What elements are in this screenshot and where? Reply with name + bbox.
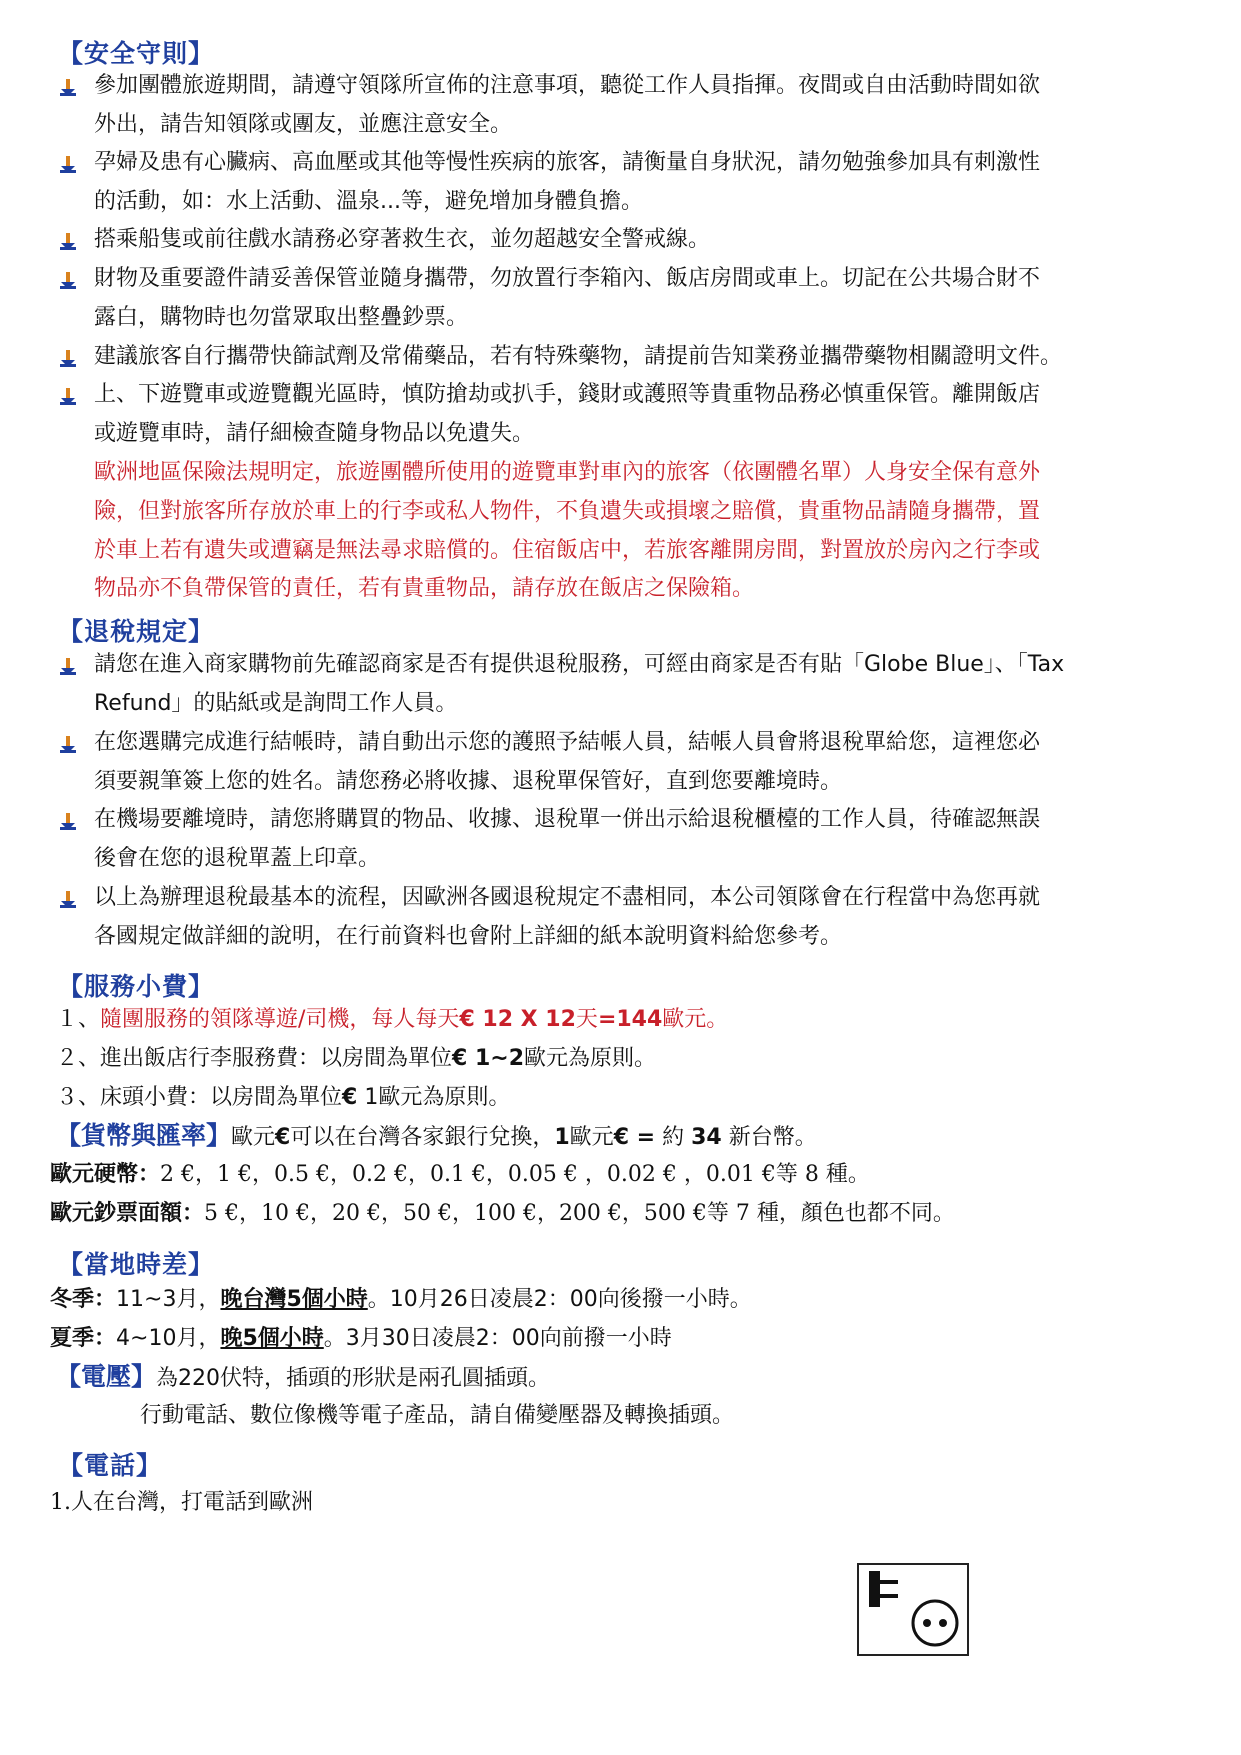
insurance-note-line-3: 於車上若有遺失或遭竊是無法尋求賠償的。住宿飯店中，若旅客離開房間，對置放於房內之行李或 [94, 538, 1041, 563]
currency-euro-equals: € = [613, 1125, 656, 1150]
bullet-icon [58, 657, 78, 677]
winter-months: 11~3月， [116, 1287, 221, 1312]
banknotes-line [50, 1199, 955, 1229]
tips-line-2 [56, 1044, 656, 1074]
currency-one: 1 [554, 1125, 570, 1150]
tips-line-2-text: 進出飯店行李服務費：以房間為單位 [100, 1046, 453, 1071]
tips-line-2-number: ２、 [56, 1046, 101, 1071]
bullet-icon [58, 349, 78, 369]
tax-item-1-line-1: 請您在進入商家購物前先確認商家是否有提供退稅服務，可經由商家是否有貼「Globe Blue」、「Tax [94, 652, 1065, 677]
tips-line-1 [56, 1005, 728, 1035]
safety-item-4-line-1: 財物及重要證件請妥善保管並隨身攜帶，勿放置行李箱內、飯店房間或車上。切記在公共場合財不 [94, 266, 1041, 291]
tips-line-3-euro: € [342, 1085, 358, 1110]
safety-item-6-line-2: 或遊覽車時，請仔細檢查隨身物品以免遺失。 [94, 421, 535, 446]
winter-offset: 晚台灣5個小時 [220, 1287, 368, 1312]
tips-line-1-number: １、 [56, 1007, 101, 1032]
summer-label: 夏季： [50, 1326, 117, 1351]
timezone-heading: 【當地時差】 [58, 1250, 215, 1279]
safety-item-1-line-1: 參加團體旅遊期間，請遵守領隊所宣佈的注意事項，聽從工作人員指揮。夜間或自由活動時間如欲 [94, 73, 1041, 98]
tips-line-1-days: 天 [575, 1007, 598, 1032]
phone-line-1: 1.人在台灣，打電話到歐洲 [50, 1490, 313, 1515]
insurance-note-line-1: 歐洲地區保險法規明定，旅遊團體所使用的遊覽車對車內的旅客（依團體名單）人身安全保有意外 [94, 460, 1041, 485]
currency-rate: 34 [691, 1125, 722, 1150]
bullet-icon [58, 890, 78, 910]
currency-euro-sign: € [275, 1125, 291, 1150]
tax-heading: 【退稅規定】 [58, 617, 215, 646]
bullet-icon [58, 155, 78, 175]
currency-about: 約 [655, 1125, 692, 1150]
tips-line-2-unit: 歐元為原則。 [524, 1046, 657, 1071]
safety-item-2-line-1: 孕婦及患有心臟病、高血壓或其他等慢性疾病的旅客，請衡量自身狀況，請勿勉強參加具有刺激性 [94, 150, 1041, 175]
tips-line-1-amount: € 12 X 12 [459, 1007, 576, 1032]
plug-socket-icon [859, 1565, 967, 1654]
tips-line-1-unit: 歐元。 [662, 1007, 729, 1032]
summer-months: 4~10月， [116, 1326, 221, 1351]
tips-line-2-amount: € 1~2 [452, 1046, 525, 1071]
tips-line-1-total: =144 [597, 1007, 663, 1032]
safety-item-1-line-2: 外出，請告知領隊或團友，並應注意安全。 [94, 112, 513, 137]
safety-heading: 【安全守則】 [58, 39, 215, 68]
coins-values: 2 €，1 €，0.5 €，0.2 €，0.1 €，0.05 € ，0.02 € ，0.01 €等 8 種。 [160, 1162, 870, 1187]
winter-change: 。10月26日凌晨2：00向後撥一小時。 [367, 1287, 752, 1312]
safety-item-2-line-2: 的活動，如：水上活動、溫泉...等，避免增加身體負擔。 [94, 189, 643, 214]
insurance-note-line-4: 物品亦不負帶保管的責任，若有貴重物品，請存放在飯店之保險箱。 [94, 576, 755, 601]
tips-line-3-number: ３、 [56, 1085, 101, 1110]
currency-heading: 【貨幣與匯率】 [56, 1121, 232, 1150]
bullet-icon [58, 735, 78, 755]
currency-twd: 新台幣。 [721, 1125, 817, 1150]
voltage-adapter-note: 行動電話、數位像機等電子產品，請自備變壓器及轉換插頭。 [140, 1403, 735, 1428]
bullet-icon [58, 387, 78, 407]
currency-text-exchange: 可以在台灣各家銀行兌換， [290, 1125, 555, 1150]
tips-heading: 【服務小費】 [58, 972, 215, 1001]
bullet-icon [58, 812, 78, 832]
banknotes-values: 5 €，10 €，20 €，50 €，100 €，200 €，500 €等 7 種，顏色也都不同。 [204, 1201, 955, 1226]
winter-label: 冬季： [50, 1287, 117, 1312]
coins-line [50, 1160, 870, 1190]
tips-line-3 [56, 1083, 510, 1113]
tax-item-3-line-2: 後會在您的退稅單蓋上印章。 [94, 846, 381, 871]
safety-item-5-line-1: 建議旅客自行攜帶快篩試劑及常備藥品，若有特殊藥物，請提前告知業務並攜帶藥物相關證明文件。 [94, 344, 1063, 369]
safety-item-3-line-1: 搭乘船隻或前往戲水請務必穿著救生衣，並勿超越安全警戒線。 [94, 227, 711, 252]
tax-item-3-line-1: 在機場要離境時，請您將購買的物品、收據、退稅單一併出示給退稅櫃檯的工作人員，待確認無誤 [94, 807, 1041, 832]
bullet-icon [58, 78, 78, 98]
phone-heading: 【電話】 [58, 1451, 163, 1480]
plug-icon [857, 1563, 969, 1656]
coins-label: 歐元硬幣： [50, 1162, 161, 1187]
summer-offset: 晚5個小時 [220, 1326, 324, 1351]
tax-item-1-line-2: Refund」的貼紙或是詢問工作人員。 [94, 691, 458, 716]
winter-line [50, 1285, 752, 1315]
banknotes-label: 歐元鈔票面額： [50, 1201, 205, 1226]
currency-text-euro: 歐元 [231, 1125, 276, 1150]
voltage-heading: 【電壓】 [56, 1362, 157, 1391]
bullet-icon [58, 271, 78, 291]
safety-item-4-line-2: 露白，購物時也勿當眾取出整疊鈔票。 [94, 305, 469, 330]
currency-line [56, 1121, 817, 1153]
safety-item-6-line-1: 上、下遊覽車或遊覽觀光區時，慎防搶劫或扒手，錢財或護照等貴重物品務必慎重保管。離開飯店 [94, 382, 1041, 407]
tips-line-1-text: 隨團服務的領隊導遊/司機，每人每天 [100, 1007, 460, 1032]
summer-line [50, 1324, 672, 1354]
tax-item-2-line-2: 須要親筆簽上您的姓名。請您務必將收據、退稅單保管好，直到您要離境時。 [94, 769, 843, 794]
currency-text-euro-2: 歐元 [569, 1125, 614, 1150]
voltage-line [56, 1362, 550, 1394]
tax-item-4-line-1: 以上為辦理退稅最基本的流程，因歐洲各國退稅規定不盡相同，本公司領隊會在行程當中為您再就 [94, 885, 1041, 910]
tax-item-4-line-2: 各國規定做詳細的說明，在行前資料也會附上詳細的紙本說明資料給您參考。 [94, 924, 843, 949]
tips-line-3-unit: 1歐元為原則。 [357, 1085, 511, 1110]
insurance-note-line-2: 險，但對旅客所存放於車上的行李或私人物件，不負遺失或損壞之賠償，貴重物品請隨身攜帶，置 [94, 499, 1041, 524]
summer-change: 。3月30日凌晨2：00向前撥一小時 [323, 1326, 672, 1351]
voltage-text: 為220伏特，插頭的形狀是兩孔圓插頭。 [156, 1366, 551, 1391]
bullet-icon [58, 232, 78, 252]
tips-line-3-text: 床頭小費：以房間為單位 [100, 1085, 343, 1110]
tax-item-2-line-1: 在您選購完成進行結帳時，請自動出示您的護照予結帳人員，結帳人員會將退稅單給您，這裡您必 [94, 730, 1041, 755]
